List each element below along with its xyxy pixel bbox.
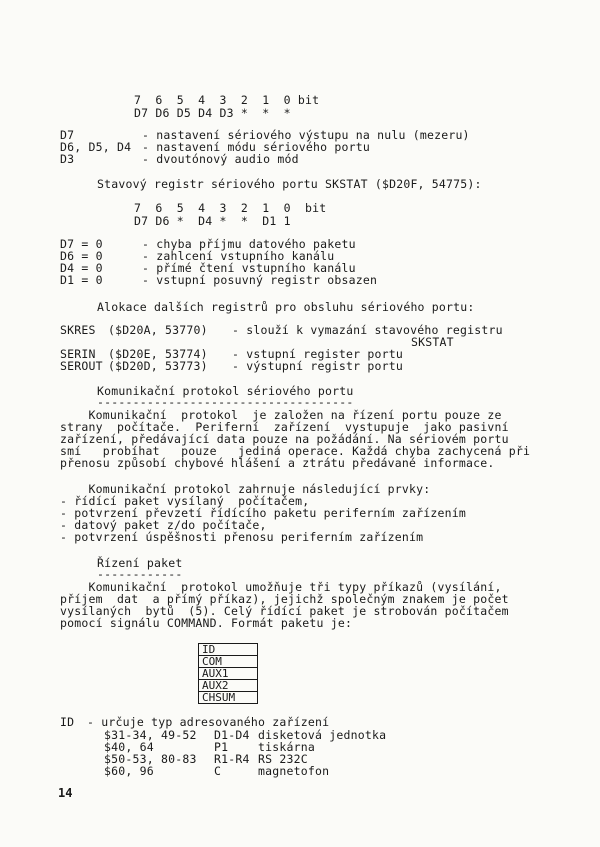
register-desc-cont: SKSTAT [411, 335, 454, 349]
bit-desc: - dvoutónový audio mód [142, 152, 299, 166]
paragraph-line: smí probíhat pouze jediná operace. Každá chyba zachycená při [60, 444, 531, 458]
page-number: 14 [58, 786, 73, 800]
bit-numbers-row-1: 7 6 5 4 3 2 1 0 bit [134, 93, 320, 107]
paragraph-line: Komunikační protokol je založen na řízení portu pouze ze [60, 408, 502, 422]
register-name: SERIN [60, 347, 96, 361]
register-desc: - výstupní registr portu [232, 359, 403, 373]
skstat-heading: Stavový registr sériového portu SKSTAT ($D20F, 54775): [97, 177, 482, 191]
device-name: tiskárna [258, 740, 315, 754]
bit-desc: - chyba příjmu datového paketu [142, 237, 356, 251]
bit-desc: - nastavení sériového výstupu na nulu (mezeru) [142, 128, 470, 142]
device-range: $60, 96 [104, 764, 154, 778]
device-code: D1-D4 [214, 728, 250, 742]
packet-field: ID [199, 644, 258, 656]
bit-reg-label: D6, D5, D4 [60, 140, 132, 154]
paragraph-line: Komunikační protokol umožňuje tři typy příkazů (vysílání, [60, 580, 502, 594]
bit-desc: - nastavení módu sériového portu [142, 140, 370, 154]
section-title-underline: ------------------------------------ [97, 395, 354, 409]
bit-names-row-2: D7 D6 * D4 * * D1 1 [134, 214, 291, 228]
device-range: $50-53, 80-83 [104, 752, 197, 766]
packet-format-table [198, 643, 258, 704]
packet-field: AUX2 [199, 680, 258, 692]
bit-reg-label: D7 = 0 [60, 237, 103, 251]
packet-field: CHSUM [199, 692, 258, 704]
bit-reg-label: D1 = 0 [60, 273, 103, 287]
id-label: ID [60, 715, 75, 729]
list-item: - řídící paket vysílaný počítačem, [60, 494, 310, 508]
bit-reg-label: D3 [60, 152, 75, 166]
bit-reg-label: D4 = 0 [60, 261, 103, 275]
id-desc: - určuje typ adresovaného zařízení [87, 715, 330, 729]
elements-intro: Komunikační protokol zahrnuje následující prvky: [60, 482, 431, 496]
device-code: P1 [214, 740, 229, 754]
device-code: C [214, 764, 222, 778]
list-item: - datový paket z/do počítače, [60, 518, 267, 532]
packet-field: COM [199, 656, 258, 668]
paragraph-line: strany počítače. Periferní zařízení vystupuje jako pasivní [60, 420, 509, 434]
register-addr: ($D20A, 53770) [108, 323, 208, 337]
paragraph-line: přenosu způsobí chybové hlášení a ztrátu předávané informace. [60, 456, 495, 470]
paragraph-line: zařízení, předávající data pouze na požádání. Na sériovém portu [60, 432, 509, 446]
device-range: $40, 64 [104, 740, 154, 754]
bit-numbers-row-2: 7 6 5 4 3 2 1 0 bit [134, 201, 327, 215]
bit-desc: - vstupní posuvný registr obsazen [142, 273, 378, 287]
list-item: - potvrzení úspěšnosti přenosu periferním zařízením [60, 530, 424, 544]
device-code: R1-R4 [214, 752, 250, 766]
register-name: SKRES [60, 323, 96, 337]
device-range: $31-34, 49-52 [104, 728, 197, 742]
section-title: Řízení paket [97, 556, 183, 570]
device-name: RS 232C [258, 752, 308, 766]
paragraph-line: pomocí signálu COMMAND. Formát paketu je: [60, 616, 353, 630]
section-title: Komunikační protokol sériového portu [97, 384, 354, 398]
alloc-heading: Alokace dalších registrů pro obsluhu sériového portu: [97, 300, 475, 314]
register-name: SEROUT [60, 359, 103, 373]
paragraph-line: vysílaných bytů (5). Celý řídící paket je strobován počítačem [60, 604, 509, 618]
packet-field: AUX1 [199, 668, 258, 680]
bit-reg-label: D7 [60, 128, 75, 142]
device-name: disketová jednotka [258, 728, 387, 742]
bit-desc: - zahlcení vstupního kanálu [142, 249, 335, 263]
register-desc: - slouží k vymazání stavového registru [232, 323, 503, 337]
register-addr: ($D20E, 53774) [108, 347, 208, 361]
bit-desc: - přímé čtení vstupního kanálu [142, 261, 356, 275]
device-name: magnetofon [258, 764, 330, 778]
register-addr: ($D20D, 53773) [108, 359, 208, 373]
list-item: - potvrzení převzetí řídícího paketu periferním zařízením [60, 506, 467, 520]
bit-reg-label: D6 = 0 [60, 249, 103, 263]
register-desc: - vstupní register portu [232, 347, 403, 361]
section-title-underline: ------------ [97, 567, 183, 581]
bit-names-row-1: D7 D6 D5 D4 D3 * * * [134, 106, 291, 120]
paragraph-line: příjem dat a přímý příkaz), jejichž společným znakem je počet [60, 592, 509, 606]
